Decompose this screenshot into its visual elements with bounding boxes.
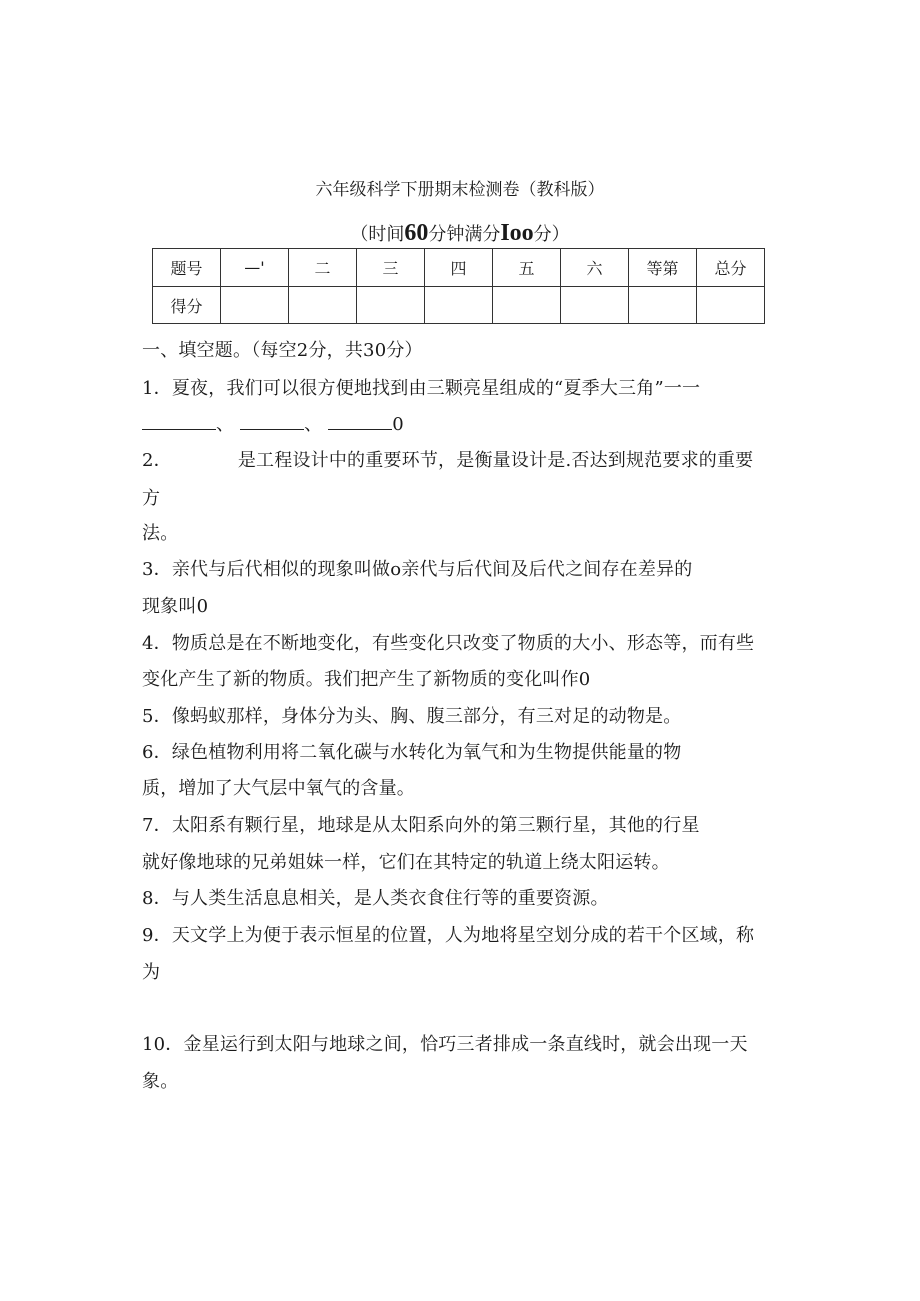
- answer-blank[interactable]: [240, 413, 304, 430]
- question-4-line-1: 4．物质总是在不断地变化，有些变化只改变了物质的大小、形态等，而有些: [142, 633, 755, 654]
- score-value: Ioo: [500, 220, 534, 246]
- score-input-cell[interactable]: [629, 287, 697, 324]
- exam-subtitle: [0, 220, 920, 247]
- subtitle-suffix: 分）: [533, 224, 570, 245]
- question-6-line-2: 质，增加了大气层中氧气的含量。: [142, 778, 415, 799]
- question-8: 8．与人类生活息息相关，是人类衣食住行等的重要资源。: [142, 888, 609, 909]
- question-1-line-2: [142, 410, 404, 436]
- score-table-cell: 二: [289, 249, 357, 287]
- score-table-cell: 六: [561, 249, 629, 287]
- question-3-line-1: 3．亲代与后代相似的现象叫做o亲代与后代间及后代之间存在差异的: [142, 559, 693, 580]
- blank-separator: 、: [216, 414, 235, 435]
- score-input-cell[interactable]: [425, 287, 493, 324]
- subtitle-prefix: （时间: [350, 224, 405, 245]
- question-1-line-1: 1．夏夜，我们可以很方便地找到由三颗亮星组成的“夏季大三角”一一: [142, 378, 701, 399]
- score-input-cell[interactable]: [221, 287, 289, 324]
- score-table-header-row: [153, 249, 765, 287]
- score-table-cell: 总分: [697, 249, 765, 287]
- blank-end: 0: [392, 414, 404, 435]
- question-10-line-2: 象。: [142, 1071, 179, 1092]
- question-3-line-2: 现象叫0: [142, 596, 209, 617]
- score-input-cell[interactable]: [697, 287, 765, 324]
- exam-title: 六年级科学下册期末检测卷（教科版）: [315, 180, 605, 200]
- question-2-line-3: 法。: [142, 523, 179, 544]
- score-row-label: 得分: [153, 287, 221, 324]
- question-4-line-2: 变化产生了新的物质。我们把产生了新物质的变化叫作0: [142, 669, 591, 690]
- score-table-cell: 三: [357, 249, 425, 287]
- score-input-cell[interactable]: [561, 287, 629, 324]
- score-table-cell: 题号: [153, 249, 221, 287]
- question-9-line-2: 为: [142, 962, 161, 983]
- score-table-cell: —': [221, 249, 289, 287]
- score-table-cell: 等第: [629, 249, 697, 287]
- section-heading: 一、填空题。（每空2分，共30分）: [142, 340, 423, 361]
- question-6-line-1: 6．绿色植物利用将二氧化碳与水转化为氧气和为生物提供能量的物: [142, 742, 682, 763]
- question-2-number: 2．: [142, 450, 172, 471]
- score-table-cell: 四: [425, 249, 493, 287]
- score-input-cell[interactable]: [289, 287, 357, 324]
- question-5: 5．像蚂蚁那样，身体分为头、胸、腹三部分，有三对足的动物是。: [142, 706, 682, 727]
- question-2-line-1: [142, 446, 753, 472]
- question-7-line-1: 7．太阳系有颗行星，地球是从太阳系向外的第三颗行星，其他的行星: [142, 815, 700, 836]
- question-7-line-2: 就好像地球的兄弟姐妹一样，它们在其特定的轨道上绕太阳运转。: [142, 852, 670, 873]
- answer-blank[interactable]: [142, 413, 216, 430]
- question-9-line-1: 9．天文学上为便于表示恒星的位置，人为地将星空划分成的若干个区域，称: [142, 925, 755, 946]
- question-2-line-2: 方: [142, 488, 161, 509]
- question-2-text: 是工程设计中的重要环节，是衡量设计是.否达到规范要求的重要: [237, 450, 754, 471]
- score-input-cell[interactable]: [493, 287, 561, 324]
- answer-blank[interactable]: [328, 413, 392, 430]
- subtitle-middle: 分钟满分: [428, 224, 501, 245]
- time-value: 60: [404, 220, 429, 246]
- score-table-cell: 五: [493, 249, 561, 287]
- score-table-score-row: [153, 287, 765, 324]
- blank-separator: 、: [304, 414, 323, 435]
- question-10-line-1: 10．金星运行到太阳与地球之间，恰巧三者排成一条直线时，就会出现一天: [142, 1034, 748, 1055]
- score-input-cell[interactable]: [357, 287, 425, 324]
- score-table: [152, 248, 765, 324]
